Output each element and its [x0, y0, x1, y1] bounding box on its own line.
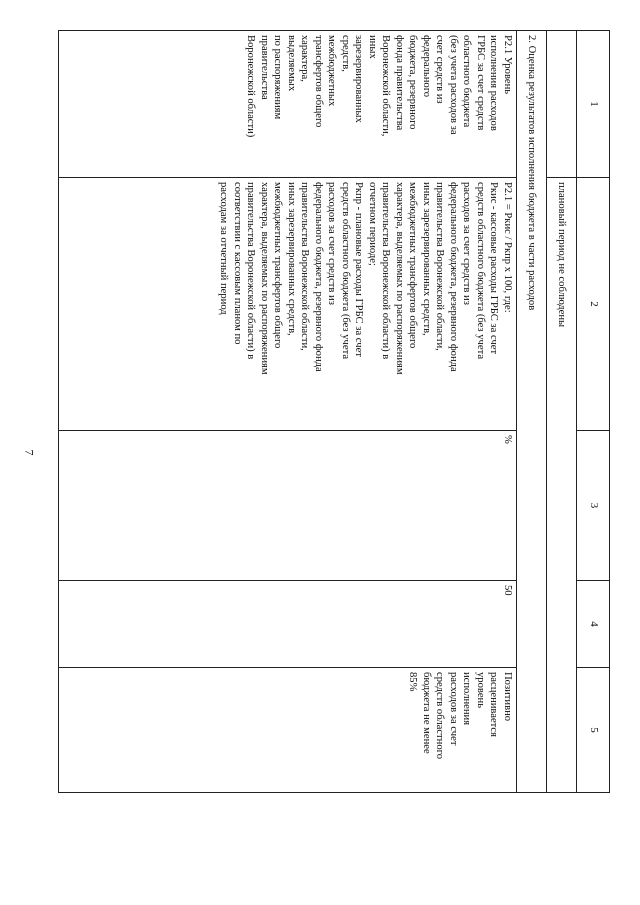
header-row: [577, 31, 610, 793]
indicator-unit: %: [59, 431, 517, 581]
rotated-sheet: [58, 30, 610, 792]
header-cell: 2: [577, 178, 610, 431]
indicator-row: [59, 31, 517, 793]
header-cell: 5: [577, 668, 610, 793]
rotated-content: [58, 30, 610, 792]
indicator-weight: 50: [59, 581, 517, 668]
section-row: [517, 31, 547, 793]
page-number: 7: [22, 449, 37, 456]
header-cell: 3: [577, 431, 610, 581]
indicator-comment: Позитивно расценивается уровень исполнения расходов за счет средств областного бюджета не менее 85%: [59, 668, 517, 793]
indicator-name: Р2.1 Уровень исполнения расходов ГРБС за счет средств областного бюджета (без учета расходов за счет средств из федерального бюджета, резервного фонда правительства Воронежской области, иных зарезервированных средств, межбюджетных трансфертов общего характера, выделяемых по распоряжениям правительства Воронежской области): [59, 31, 517, 178]
header-cell: 4: [577, 581, 610, 668]
criteria-table: [58, 30, 610, 793]
indicator-formula: Р2.1 = Ркис / Ркпр х 100, где: Ркис - кассовые расходы ГРБС за счет средств областного бюджета (без учета расходов за счет средств из федерального бюджета, резервного фонда правительства Воронежской области, иных зарезервированных средств, межбюджетных трансфертов общего характера, выделяемых по распоряжениям правительства Воронежской области) в отчетном периоде; Ркпр - плановые расходы ГРБС за счет средств областного бюджета (без учета расходов за счет средств из федерального бюджета, резервного фонда правительства Воронежской области, иных зарезервированных средств, межбюджетных трансфертов общего характера, выделяемых по распоряжениям правительства Воронежской области) в соответствии с кассовым планом по расходам за отчетный период: [59, 178, 517, 431]
section-title: 2. Оценка результатов исполнения бюджета в части расходов: [517, 31, 547, 793]
period-row: [547, 31, 577, 793]
header-cell: 1: [577, 31, 610, 178]
empty-cell: [547, 31, 577, 178]
period-note: плановый период не соблюдены: [547, 178, 577, 793]
